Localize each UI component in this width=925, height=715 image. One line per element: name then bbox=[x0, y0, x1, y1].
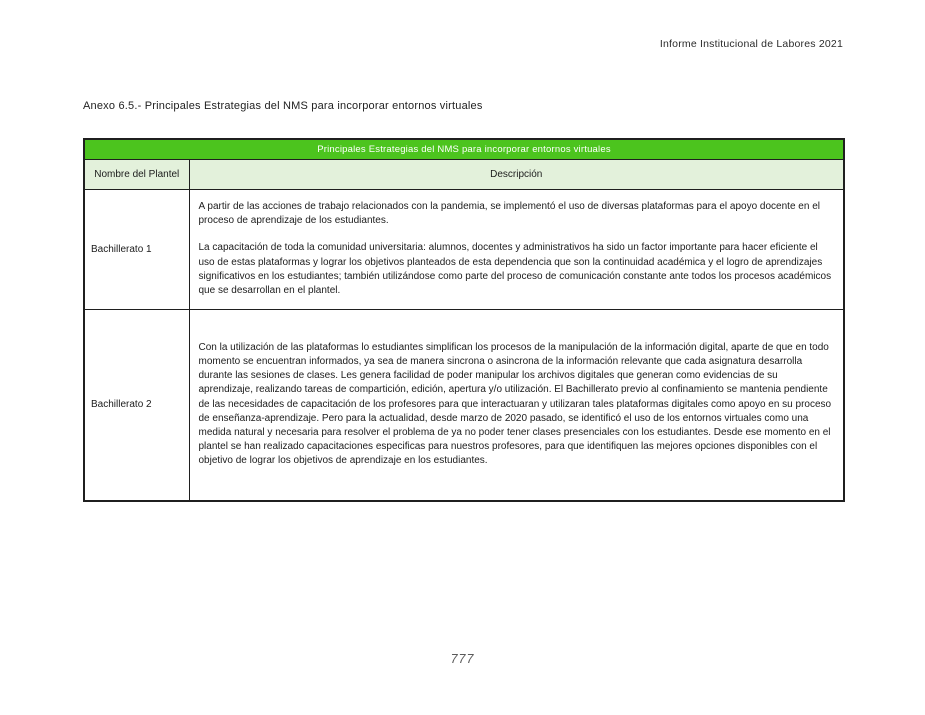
plantel-name-bachillerato-1: Bachillerato 1 bbox=[84, 189, 189, 309]
description-paragraph: La capacitación de toda la comunidad universitaria: alumnos, docentes y administrativos ha sido un factor importante para hacer eficiente el uso de estas plataformas y lograr los objetivos planteados de esta dependencia que son la continuidad académica y el logro de aprendizajes significativos en los estudiantes; también utilizándose como parte del proceso de comunicación constante ante todos los procesos académicos que se desarrollan en el plantel. bbox=[198, 242, 832, 296]
column-header-descripcion: Descripción bbox=[189, 159, 844, 189]
description-cell bbox=[189, 309, 844, 501]
description-paragraph: A partir de las acciones de trabajo relacionados con la pandemia, se implementó el uso de diversas plataformas para el apoyo docente en el proceso de aprendizaje de los estudiantes. bbox=[198, 200, 820, 227]
running-header: Informe Institucional de Labores 2021 bbox=[659, 38, 843, 50]
page-number: 777 bbox=[450, 652, 475, 666]
column-header-plantel: Nombre del Plantel bbox=[84, 159, 189, 189]
table-row bbox=[84, 189, 844, 309]
table-header-row bbox=[84, 159, 844, 189]
plantel-name-bachillerato-2: Bachillerato 2 bbox=[84, 309, 189, 501]
description-cell bbox=[189, 189, 844, 309]
strategies-table bbox=[83, 138, 845, 502]
table-row bbox=[84, 309, 844, 501]
description-paragraph: Con la utilización de las plataformas lo estudiantes simplifican los procesos de la manipulación de la información digital, aparte de que en todo momento se encuentran informados, ya sea de manera sincrona o asincrona de la información relevante que cada asignatura desarrolla durante las sesiones de clases. Les genera facilidad de poder manipular los archivos digitales que generan como evidencias de su aprendizaje, realizando tareas de compartición, edición, apertura y/o utilización. El Bachillerato previo al confinamiento se mantenia pendiente de las necesidades de capacitación de los profesores para que interactuaran y utilizaran tales plataformas digitales como apoyo en su proceso de enseñanza-aprendizaje. Pero para la actualidad, desde marzo de 2020 pasado, se identificó el uso de los entornos virtuales como una medida natural y necesaria para resolver el problema de ya no poder tener clases presenciales con los estudiantes. Desde ese momento en el plantel se han realizado capacitaciones especificas para nuestros profesores, para que identifiquen las mejores opciones disponibles con el objetivo de lograr los objetivos de aprendizaje en los estudiantes. bbox=[198, 341, 832, 467]
table-banner: Principales Estrategias del NMS para incorporar entornos virtuales bbox=[84, 139, 844, 159]
table-banner-row bbox=[84, 139, 844, 159]
page-title: Anexo 6.5.- Principales Estrategias del NMS para incorporar entornos virtuales bbox=[83, 100, 483, 112]
